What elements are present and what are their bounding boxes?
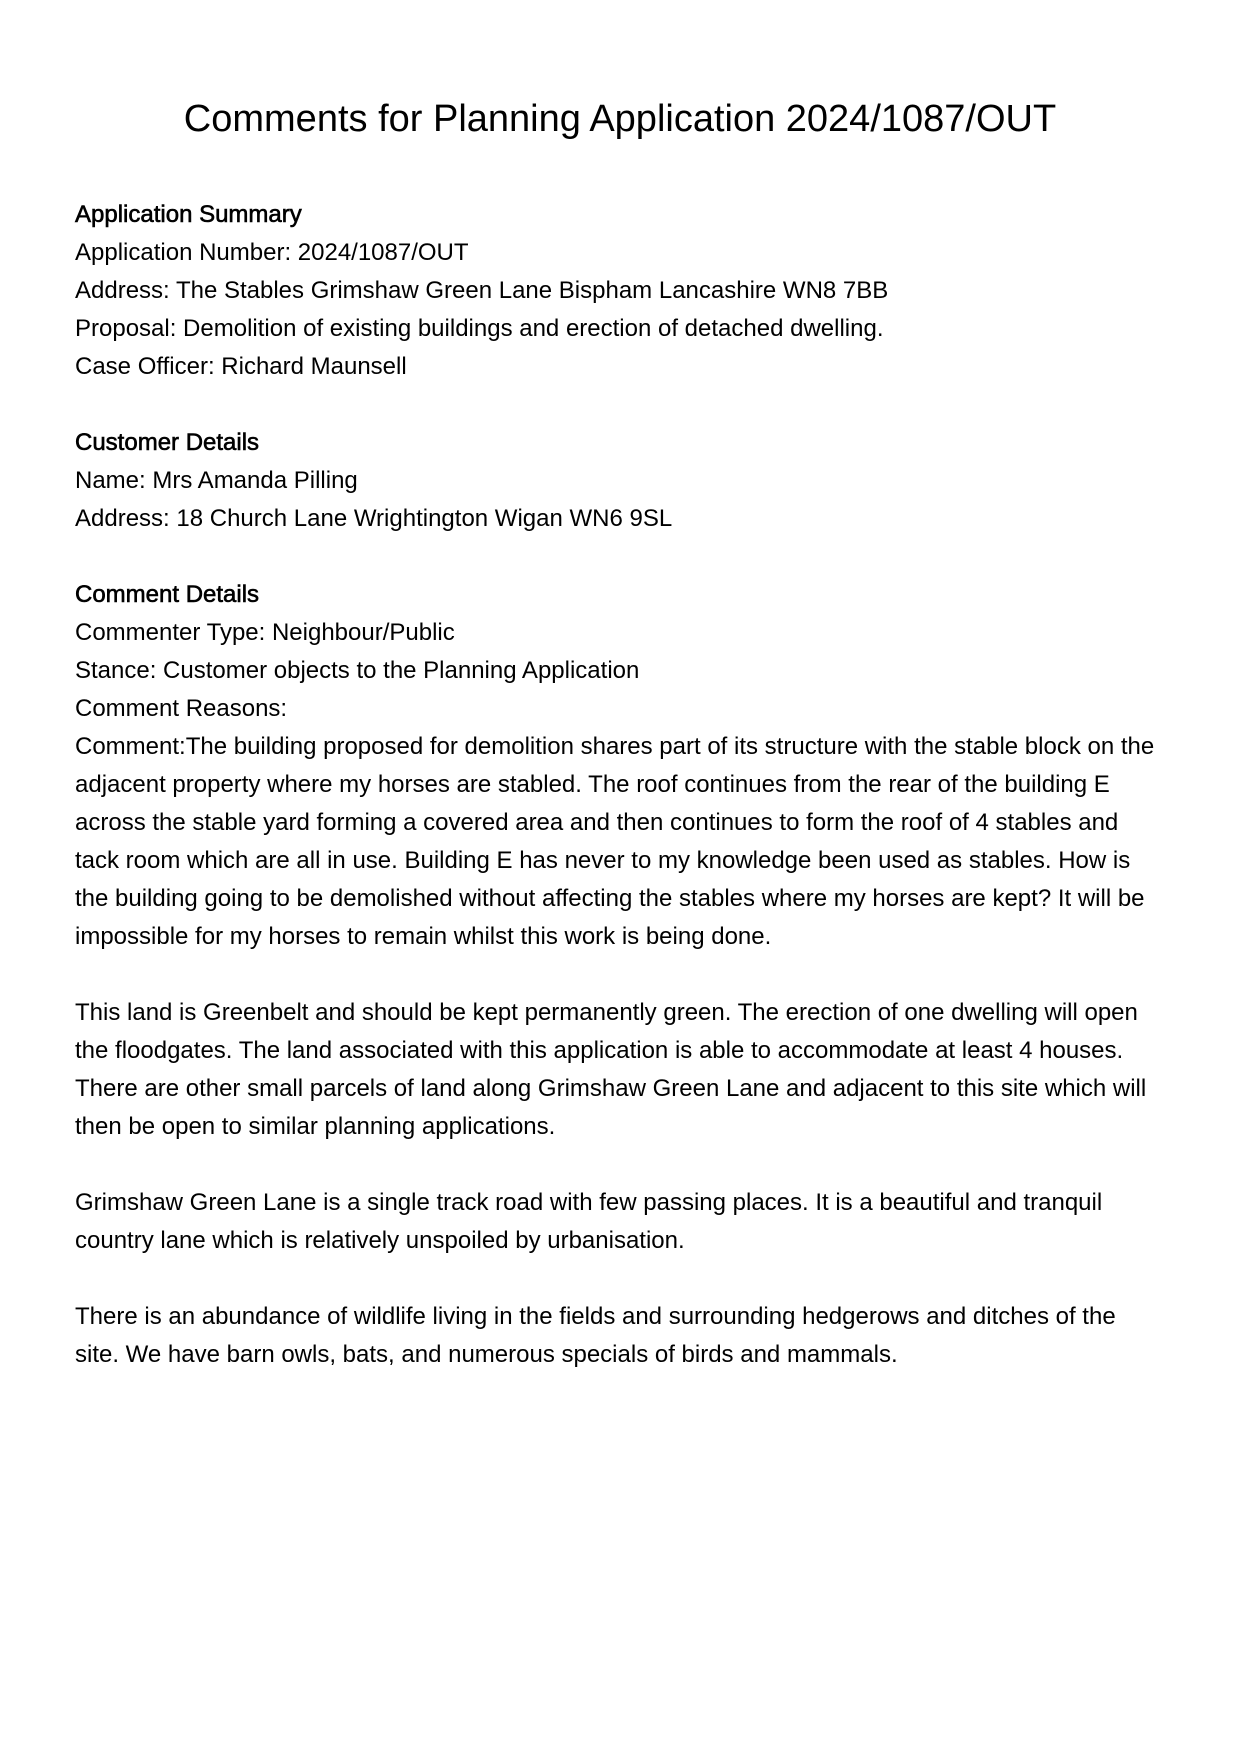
comment-stance: Stance: Customer objects to the Planning Application	[75, 657, 640, 684]
comment-paragraph: Grimshaw Green Lane is a single track road with few passing places. It is a beautiful and tranquil country lane which is relatively unspoiled by urbanisation.	[75, 1189, 1103, 1254]
customer-name: Name: Mrs Amanda Pilling	[75, 467, 358, 494]
comment-details-heading: Comment Details	[75, 581, 260, 608]
page-title: Comments for Planning Application 2024/1087/OUT	[183, 98, 1057, 140]
comment-paragraph: Comment:The building proposed for demolition shares part of its structure with the stable block on the adjacent property where my horses are stabled. The roof continues from the rear of the building E across the stable yard forming a covered area and then continues to form the roof of 4 stables and tack room which are all in use. Building E has never to my knowledge been used as stables. How is the building going to be demolished without affecting the stables where my horses are kept? It will be impossible for my horses to remain whilst this work is being done.	[75, 733, 1155, 950]
application-address: Address: The Stables Grimshaw Green Lane Bispham Lancashire WN8 7BB	[75, 277, 889, 304]
comment-paragraph: This land is Greenbelt and should be kept permanently green. The erection of one dwelling will open the floodgates. The land associated with this application is able to accommodate at least 4 houses. There are other small parcels of land along Grimshaw Green Lane and adjacent to this site which will then be open to similar planning applications.	[75, 999, 1147, 1140]
commenter-type: Commenter Type: Neighbour/Public	[75, 619, 455, 646]
comment-reasons: Comment Reasons:	[75, 695, 288, 722]
application-number: Application Number: 2024/1087/OUT	[75, 239, 469, 266]
application-proposal: Proposal: Demolition of existing buildings and erection of detached dwelling.	[75, 315, 884, 342]
case-officer: Case Officer: Richard Maunsell	[75, 353, 407, 380]
comment-paragraph: There is an abundance of wildlife living in the fields and surrounding hedgerows and ditches of the site. We have barn owls, bats, and numerous specials of birds and mammals.	[75, 1303, 1116, 1368]
application-summary-section	[75, 196, 1165, 386]
customer-details-heading: Customer Details	[75, 429, 260, 456]
customer-details-section	[75, 424, 1165, 538]
customer-address: Address: 18 Church Lane Wrightington Wigan WN6 9SL	[75, 505, 673, 532]
comment-details-section	[75, 576, 1165, 1374]
application-summary-heading: Application Summary	[75, 201, 302, 228]
